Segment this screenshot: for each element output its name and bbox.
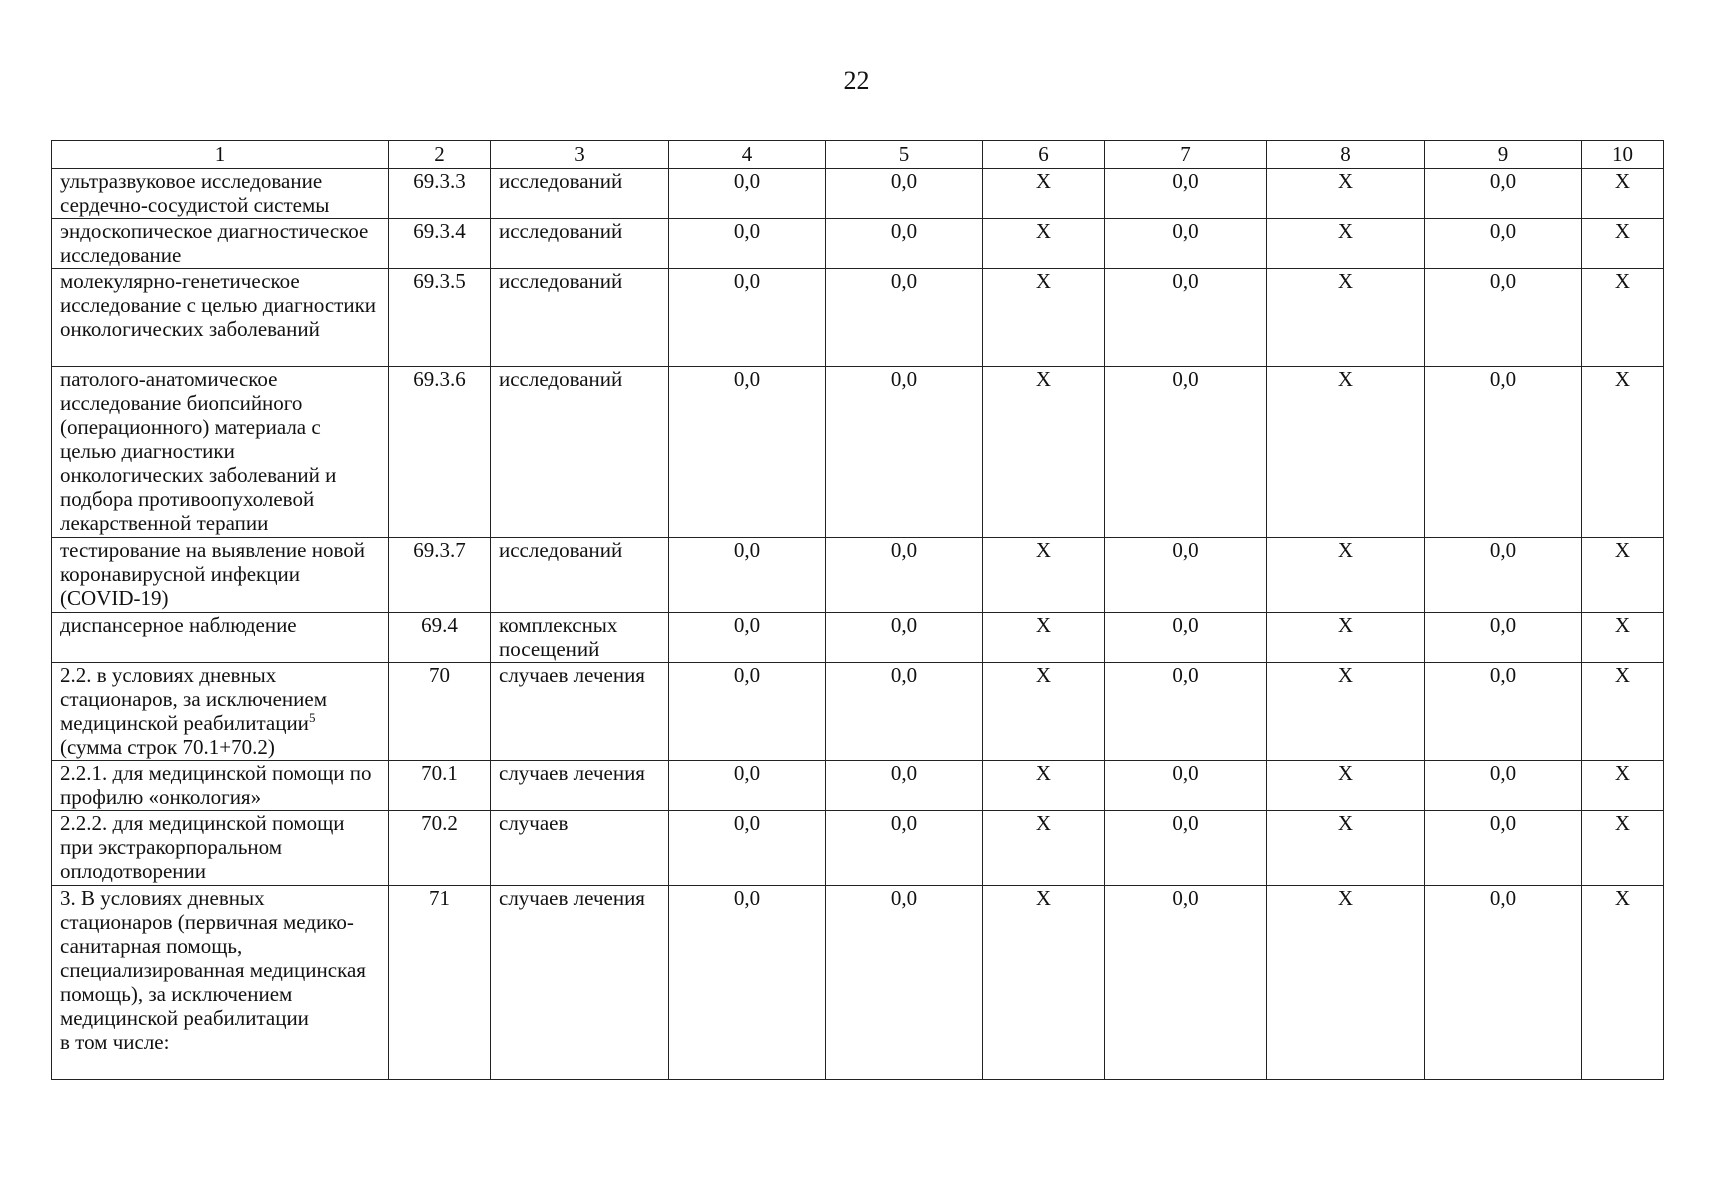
cell-col6: X [983, 219, 1105, 269]
cell-col8: X [1267, 663, 1425, 761]
cell-col4: 0,0 [669, 761, 826, 811]
cell-col8: X [1267, 761, 1425, 811]
page-number: 22 [843, 66, 870, 95]
row-unit: исследований [491, 219, 669, 269]
cell-col9: 0,0 [1425, 811, 1582, 886]
cell-col7: 0,0 [1105, 811, 1267, 886]
cell-col4: 0,0 [669, 538, 826, 613]
cell-col4: 0,0 [669, 219, 826, 269]
cell-col6: X [983, 811, 1105, 886]
row-name: 2.2.1. для медицинской помощи по профилю «онкология» [52, 761, 389, 811]
row-name-subtext: в том числе: [60, 1030, 170, 1054]
row-code: 70.1 [389, 761, 491, 811]
row-name: 2.2.2. для медицинской помощи при экстракорпоральном оплодотворении [52, 811, 389, 886]
column-header: 2 [389, 141, 491, 169]
cell-col5: 0,0 [826, 761, 983, 811]
row-unit: случаев лечения [491, 663, 669, 761]
cell-col7: 0,0 [1105, 169, 1267, 219]
table-row [52, 538, 1664, 613]
cell-col8: X [1267, 367, 1425, 538]
column-header: 9 [1425, 141, 1582, 169]
cell-col9: 0,0 [1425, 613, 1582, 663]
cell-col4: 0,0 [669, 663, 826, 761]
row-name-text: 3. В условиях дневных стационаров (первичная медико-санитарная помощь, специализированная медицинская помощь), за исключением медицинской реабилитации [60, 886, 366, 1030]
row-code: 69.4 [389, 613, 491, 663]
table-row [52, 811, 1664, 886]
cell-col6: X [983, 663, 1105, 761]
row-name-text: 2.2. в условиях дневных стационаров, за исключением медицинской реабилитации [60, 663, 327, 735]
cell-col7: 0,0 [1105, 269, 1267, 367]
column-header: 6 [983, 141, 1105, 169]
cell-col10: X [1582, 367, 1664, 538]
row-unit: исследований [491, 367, 669, 538]
table-row [52, 219, 1664, 269]
cell-col9: 0,0 [1425, 761, 1582, 811]
cell-col4: 0,0 [669, 613, 826, 663]
cell-col10: X [1582, 169, 1664, 219]
table-row [52, 367, 1664, 538]
row-name: патолого-анатомическое исследование биопсийного (операционного) материала с целью диагностики онкологических заболеваний и подбора противоопухолевой лекарственной терапии [52, 367, 389, 538]
column-header: 10 [1582, 141, 1664, 169]
cell-col4: 0,0 [669, 811, 826, 886]
cell-col6: X [983, 538, 1105, 613]
cell-col7: 0,0 [1105, 219, 1267, 269]
row-name: эндоскопическое диагностическое исследование [52, 219, 389, 269]
table-row [52, 761, 1664, 811]
cell-col7: 0,0 [1105, 538, 1267, 613]
row-unit: случаев [491, 811, 669, 886]
cell-col8: X [1267, 169, 1425, 219]
row-name [52, 663, 389, 761]
cell-col9: 0,0 [1425, 367, 1582, 538]
cell-col7: 0,0 [1105, 367, 1267, 538]
cell-col6: X [983, 613, 1105, 663]
cell-col7: 0,0 [1105, 886, 1267, 1080]
cell-col10: X [1582, 538, 1664, 613]
row-code: 69.3.5 [389, 269, 491, 367]
cell-col6: X [983, 169, 1105, 219]
row-code: 69.3.6 [389, 367, 491, 538]
row-name: ультразвуковое исследование сердечно-сосудистой системы [52, 169, 389, 219]
table-row [52, 886, 1664, 1080]
row-unit: случаев лечения [491, 761, 669, 811]
cell-col5: 0,0 [826, 613, 983, 663]
row-code: 70.2 [389, 811, 491, 886]
column-header: 5 [826, 141, 983, 169]
row-unit: комплексных посещений [491, 613, 669, 663]
row-unit: исследований [491, 169, 669, 219]
cell-col9: 0,0 [1425, 169, 1582, 219]
cell-col5: 0,0 [826, 219, 983, 269]
row-code: 70 [389, 663, 491, 761]
column-header: 7 [1105, 141, 1267, 169]
cell-col8: X [1267, 219, 1425, 269]
cell-col8: X [1267, 613, 1425, 663]
cell-col10: X [1582, 886, 1664, 1080]
cell-col4: 0,0 [669, 367, 826, 538]
row-code: 69.3.3 [389, 169, 491, 219]
row-name: диспансерное наблюдение [52, 613, 389, 663]
row-code: 71 [389, 886, 491, 1080]
cell-col9: 0,0 [1425, 219, 1582, 269]
column-header: 4 [669, 141, 826, 169]
cell-col6: X [983, 761, 1105, 811]
cell-col7: 0,0 [1105, 761, 1267, 811]
column-header: 8 [1267, 141, 1425, 169]
cell-col5: 0,0 [826, 169, 983, 219]
footnote-marker: 5 [308, 710, 316, 725]
cell-col7: 0,0 [1105, 613, 1267, 663]
table-row [52, 269, 1664, 367]
cell-col10: X [1582, 613, 1664, 663]
row-name-text-continued: (сумма строк 70.1+70.2) [60, 735, 275, 759]
column-header: 3 [491, 141, 669, 169]
cell-col8: X [1267, 811, 1425, 886]
row-unit: исследований [491, 269, 669, 367]
cell-col6: X [983, 886, 1105, 1080]
cell-col5: 0,0 [826, 269, 983, 367]
row-code: 69.3.7 [389, 538, 491, 613]
column-number-row [52, 141, 1664, 169]
cell-col4: 0,0 [669, 269, 826, 367]
column-header: 1 [52, 141, 389, 169]
cell-col5: 0,0 [826, 367, 983, 538]
cell-col9: 0,0 [1425, 269, 1582, 367]
cell-col10: X [1582, 663, 1664, 761]
cell-col6: X [983, 269, 1105, 367]
table-row [52, 613, 1664, 663]
cell-col7: 0,0 [1105, 663, 1267, 761]
cell-col5: 0,0 [826, 811, 983, 886]
row-name: молекулярно-генетическое исследование с целью диагностики онкологических заболеваний [52, 269, 389, 367]
cell-col9: 0,0 [1425, 663, 1582, 761]
row-name [52, 886, 389, 1080]
cell-col4: 0,0 [669, 886, 826, 1080]
cell-col5: 0,0 [826, 538, 983, 613]
cell-col10: X [1582, 269, 1664, 367]
volume-table [51, 140, 1664, 1080]
cell-col10: X [1582, 219, 1664, 269]
cell-col9: 0,0 [1425, 886, 1582, 1080]
cell-col4: 0,0 [669, 169, 826, 219]
row-unit: случаев лечения [491, 886, 669, 1080]
table-row [52, 169, 1664, 219]
cell-col10: X [1582, 811, 1664, 886]
cell-col8: X [1267, 886, 1425, 1080]
row-unit: исследований [491, 538, 669, 613]
cell-col10: X [1582, 761, 1664, 811]
row-code: 69.3.4 [389, 219, 491, 269]
cell-col9: 0,0 [1425, 538, 1582, 613]
cell-col8: X [1267, 538, 1425, 613]
row-name: тестирование на выявление новой коронавирусной инфекции (COVID-19) [52, 538, 389, 613]
cell-col6: X [983, 367, 1105, 538]
table-row [52, 663, 1664, 761]
cell-col5: 0,0 [826, 663, 983, 761]
cell-col5: 0,0 [826, 886, 983, 1080]
cell-col8: X [1267, 269, 1425, 367]
